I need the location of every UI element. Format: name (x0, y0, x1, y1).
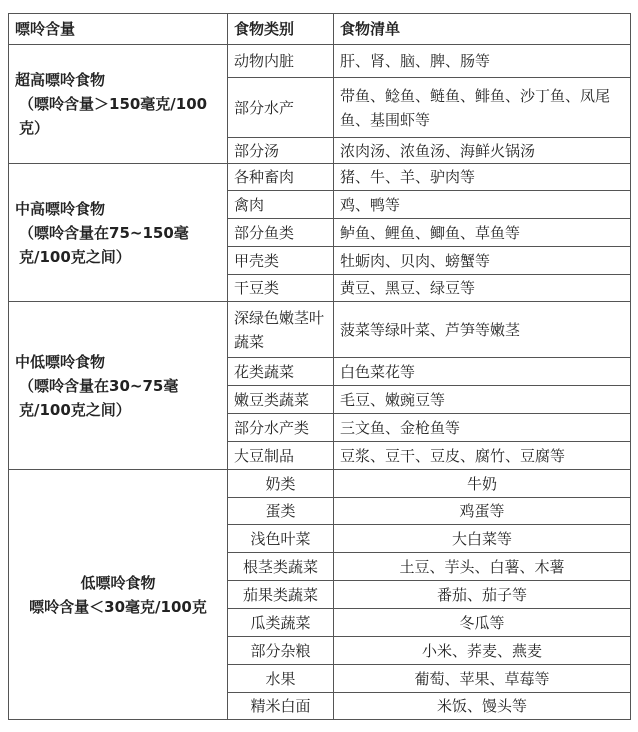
food-type: 水果 (228, 665, 334, 693)
header-purine-level: 嘌呤含量 (9, 14, 228, 45)
food-type: 禽肉 (228, 191, 334, 219)
food-list: 牡蛎肉、贝肉、螃蟹等 (334, 247, 631, 275)
food-type: 部分鱼类 (228, 219, 334, 247)
category-title: 低嘌呤食物 (80, 573, 156, 592)
category-detail: （嘌呤含量在30~75毫克/100克之间） (19, 376, 179, 419)
food-list: 番茄、茄子等 (334, 581, 631, 609)
food-type: 部分杂粮 (228, 637, 334, 665)
table-row (9, 470, 631, 498)
food-type: 花类蔬菜 (228, 358, 334, 386)
food-type: 部分水产 (228, 78, 334, 138)
food-type: 各种畜肉 (228, 164, 334, 191)
food-list: 浓肉汤、浓鱼汤、海鲜火锅汤 (334, 138, 631, 164)
table-row (9, 302, 631, 358)
table-row (9, 164, 631, 191)
food-list: 猪、牛、羊、驴肉等 (334, 164, 631, 191)
food-type: 奶类 (228, 470, 334, 498)
category-low (9, 470, 228, 720)
food-list: 鲈鱼、鲤鱼、鲫鱼、草鱼等 (334, 219, 631, 247)
header-food-list: 食物清单 (334, 14, 631, 45)
food-type: 瓜类蔬菜 (228, 609, 334, 637)
food-list: 土豆、芋头、白薯、木薯 (334, 553, 631, 581)
category-medium-high (9, 164, 228, 302)
food-type: 根茎类蔬菜 (228, 553, 334, 581)
food-list: 三文鱼、金枪鱼等 (334, 414, 631, 442)
food-list: 鸡蛋等 (334, 498, 631, 525)
food-type: 干豆类 (228, 275, 334, 302)
food-list: 葡萄、苹果、草莓等 (334, 665, 631, 693)
food-list: 黄豆、黑豆、绿豆等 (334, 275, 631, 302)
food-list: 肝、肾、脑、脾、肠等 (334, 45, 631, 78)
category-title: 中低嘌呤食物 (15, 352, 106, 371)
category-ultra-high (9, 45, 228, 164)
food-list: 带鱼、鲶鱼、鲢鱼、鲱鱼、沙丁鱼、凤尾鱼、基围虾等 (334, 78, 631, 138)
purine-table (8, 13, 631, 720)
header-food-category: 食物类别 (228, 14, 334, 45)
food-type: 大豆制品 (228, 442, 334, 470)
food-type: 甲壳类 (228, 247, 334, 275)
food-list: 小米、荞麦、燕麦 (334, 637, 631, 665)
category-detail: （嘌呤含量＞150毫克/100克） (19, 95, 208, 137)
category-medium-low (9, 302, 228, 470)
food-list: 冬瓜等 (334, 609, 631, 637)
food-type: 浅色叶菜 (228, 525, 334, 553)
food-list: 豆浆、豆干、豆皮、腐竹、豆腐等 (334, 442, 631, 470)
category-title: 中高嘌呤食物 (15, 199, 106, 218)
table-row (9, 45, 631, 78)
food-list: 鸡、鸭等 (334, 191, 631, 219)
food-type: 精米白面 (228, 693, 334, 720)
category-detail: 嘌呤含量＜30毫克/100克 (29, 597, 207, 616)
category-detail: （嘌呤含量在75~150毫克/100克之间） (19, 223, 189, 266)
food-type: 嫩豆类蔬菜 (228, 386, 334, 414)
food-list: 白色菜花等 (334, 358, 631, 386)
food-type: 动物内脏 (228, 45, 334, 78)
food-type: 茄果类蔬菜 (228, 581, 334, 609)
food-type: 蛋类 (228, 498, 334, 525)
food-type: 部分汤 (228, 138, 334, 164)
food-list: 米饭、馒头等 (334, 693, 631, 720)
category-title: 超高嘌呤食物 (15, 71, 106, 89)
food-type: 深绿色嫩茎叶蔬菜 (228, 302, 334, 358)
food-list: 牛奶 (334, 470, 631, 498)
food-list: 大白菜等 (334, 525, 631, 553)
food-list: 毛豆、嫩豌豆等 (334, 386, 631, 414)
food-list: 菠菜等绿叶菜、芦笋等嫩茎 (334, 302, 631, 358)
food-type: 部分水产类 (228, 414, 334, 442)
header-row (9, 14, 631, 45)
